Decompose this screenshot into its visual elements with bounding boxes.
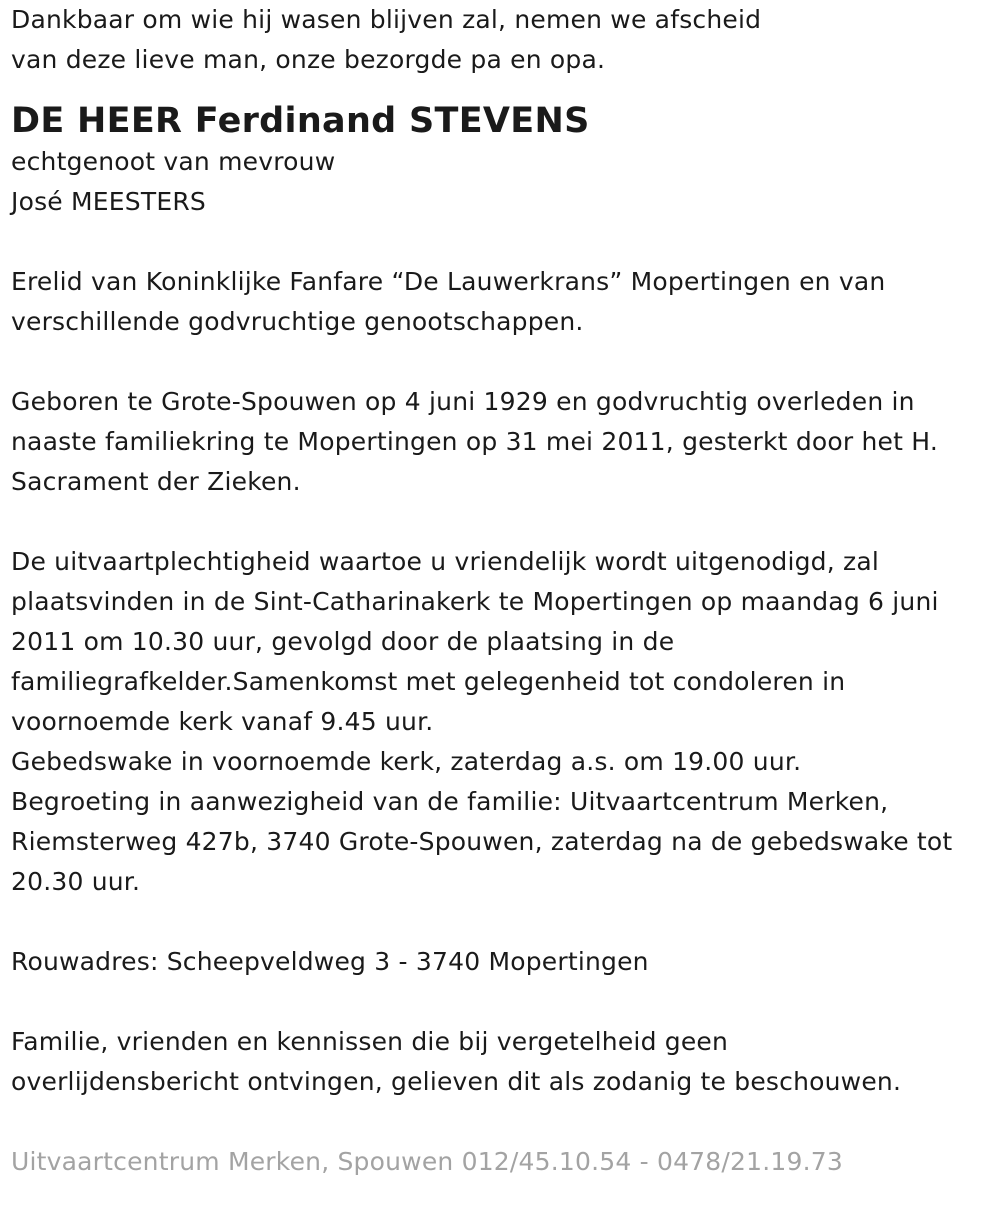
funeral-info [11, 542, 991, 902]
intro-line-2: van deze lieve man, onze bezorgde pa en opa. [11, 45, 606, 74]
closing-line-2: overlijdensbericht ontvingen, gelieven dit als zodanig te beschouwen. [11, 1067, 902, 1096]
birth-death-info [11, 382, 991, 502]
intro-line-1: Dankbaar om wie hij wasen blijven zal, nemen we afscheid [11, 5, 762, 34]
funeral-line-6: Gebedswake in voornoemde kerk, zaterdag a.s. om 19.00 uur. [11, 747, 802, 776]
funeral-line-3: 2011 om 10.30 uur, gevolgd door de plaatsing in de [11, 627, 675, 656]
funeral-home-footer: Uitvaartcentrum Merken, Spouwen 012/45.10.54 - 0478/21.19.73 [11, 1147, 843, 1176]
honorary-line-2: verschillende godvruchtige genootschappen. [11, 307, 584, 336]
spouse-line-2: José MEESTERS [11, 187, 206, 216]
birth-death-line-3: Sacrament der Zieken. [11, 467, 301, 496]
funeral-line-4: familiegrafkelder.Samenkomst met gelegenheid tot condoleren in [11, 667, 846, 696]
funeral-line-7: Begroeting in aanwezigheid van de familie: Uitvaartcentrum Merken, [11, 787, 889, 816]
funeral-line-8: Riemsterweg 427b, 3740 Grote-Spouwen, zaterdag na de gebedswake tot [11, 827, 953, 856]
birth-death-line-2: naaste familiekring te Mopertingen op 31 mei 2011, gesterkt door het H. [11, 427, 938, 456]
spouse-info [11, 142, 991, 222]
deceased-name: DE HEER Ferdinand STEVENS [11, 101, 590, 141]
closing-line-1: Familie, vrienden en kennissen die bij vergetelheid geen [11, 1027, 729, 1056]
intro-text [11, 0, 991, 80]
spouse-line-1: echtgenoot van mevrouw [11, 147, 336, 176]
closing-text [11, 1022, 991, 1102]
funeral-line-9: 20.30 uur. [11, 867, 141, 896]
honorary-membership [11, 262, 991, 342]
birth-death-line-1: Geboren te Grote-Spouwen op 4 juni 1929 en godvruchtig overleden in [11, 387, 915, 416]
mourning-address: Rouwadres: Scheepveldweg 3 - 3740 Mopertingen [11, 947, 649, 976]
funeral-line-5: voornoemde kerk vanaf 9.45 uur. [11, 707, 434, 736]
funeral-line-1: De uitvaartplechtigheid waartoe u vriendelijk wordt uitgenodigd, zal [11, 547, 880, 576]
honorary-line-1: Erelid van Koninklijke Fanfare “De Lauwerkrans” Mopertingen en van [11, 267, 886, 296]
obituary-notice [11, 0, 991, 1182]
funeral-line-2: plaatsvinden in de Sint-Catharinakerk te Mopertingen op maandag 6 juni [11, 587, 939, 616]
